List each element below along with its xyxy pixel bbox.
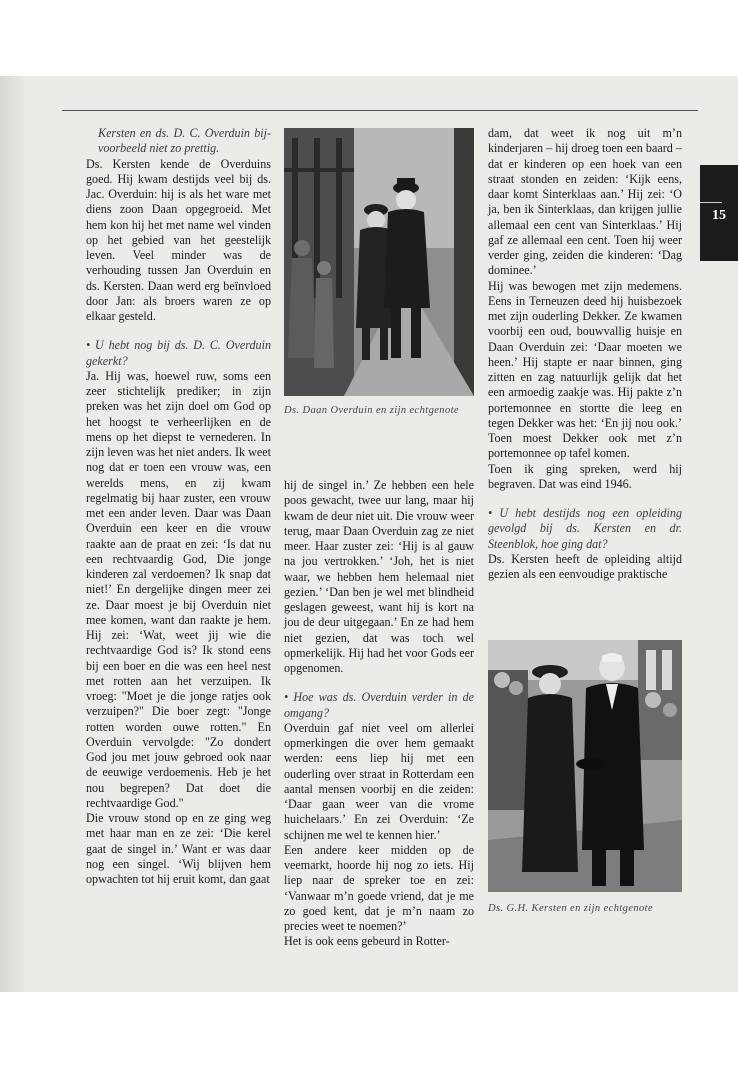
paragraph: Toen ik ging spreken, werd hij begraven. Dat was eind 1946.: [488, 461, 682, 491]
paragraph: Ds. Kersten heeft de opleiding altijd gezien als een eenvoudige praktische: [488, 551, 682, 581]
photo-caption: Ds. G.H. Kersten en zijn echtgenote: [488, 903, 654, 914]
paragraph: Overduin gaf niet veel om allerlei opmerkingen die over hem gemaakt werden: eens liep hij met een ouderling over straat in Rotterdam een aantal mensen voorbij en die zeiden: ‘Daar gaan weer van die vrome huichelaars.’ En zei Overduin: ‘Ze schijnen me wel te kennen hier.’: [284, 720, 474, 842]
photo-illustration: [284, 128, 474, 396]
paragraph: Het is ook eens gebeurd in Rotter-: [284, 934, 450, 949]
text-column-3: [488, 126, 682, 582]
header-rule: [62, 110, 698, 111]
photo-kersten-and-wife: [488, 640, 682, 892]
text-column-1: [86, 126, 271, 887]
interview-question: • U hebt destijds nog een opleiding gevolgd bij ds. Kersten en dr. Steenblok, hoe ging dat?: [488, 506, 682, 551]
page-number: 15: [712, 208, 726, 223]
paragraph: Die vrouw stond op en ze ging weg met haar man en ze zei: ‘Die kerel gaat de singel in.’ Want er was daar nog een singel. ‘Wij blijven hem opwachten tot hij eruit komt, dan gaat: [86, 811, 271, 886]
text-column-2: [284, 478, 474, 950]
paragraph: Een andere keer midden op de veemarkt, hoorde hij nog zo iets. Hij liep naar de spreker toe en zei: ‘Vanwaar m’n goede vriend, dat je me zo goed kent, dat je m’n naam zo precies weet te noemen?’: [284, 842, 474, 933]
page-tab-divider: [700, 202, 722, 203]
paragraph: dam, dat weet ik nog uit m’n kinderjaren – hij droeg toen een baard – dat er kinderen op een hoek van een straat stonden en zeiden: ‘Kijk eens, daar komt Sinterklaas aan.’ Hij zei: ‘O ja, ben ik Sinterklaas, dan krijgen jullie allemaal een cent van Sinterklaas.’ Hij gaf ze allemaal een cent. Toen hij weer verder ging, zeiden die kinderen: ‘Dag dominee.’: [488, 126, 682, 278]
paragraph: Ds. Kersten kende de Overduins goed. Hij kwam destijds veel bij ds. Jac. Overduin: hij is als het ware met diens zoon Daan opgegroeid. Met hem kon hij het met name wel vinden op het gebied van het geestelijk leven. Veel minder was de verhouding tussen Jan Overduin en ds. Kersten. Daan werd erg beïnvloed door Jan: als broers waren ze op elkaar gesteld.: [86, 156, 271, 323]
interview-question: • U hebt nog bij ds. D. C. Overduin gekerkt?: [86, 338, 271, 368]
paragraph: Hij was bewogen met zijn medemens. Eens in Terneuzen deed hij huisbezoek met zijn ouderling Dekker. Ze kwamen voorbij een oud, bouwvallig huisje en Daan Overduin zei: ‘Daar moeten we heen.’ Hij stapte er naar binnen, ging zitten en zag natuurlijk gelijk dat het een armoedig zaakje was. Hij pakte z’n portemonnee en stortte die leeg en tegen Dekker was het: ‘En jij nou ook.’ Toen moest Dekker ook met z’n portemonnee op tafel komen.: [488, 278, 682, 461]
paragraph: hij de singel in.’ Ze hebben een hele poos gewacht, twee uur lang, maar hij kwam de deur niet uit. Die vrouw weer terug, maar Daan Overduin zag ze niet meer. Haar zuster zei: ‘Hij is al gauw na jou vertrokken.’ ‘Joh, het is niet waar, we hebben hem helemaal niet gezien.’ ‘Dan ben je wel met blindheid geslagen geweest, want hij is kort na jou de deur uitgegaan.’ En ze had hem niet gezien, dat was toch wel opmerkelijk. Hij had het voor Gods eer opgenomen.: [284, 478, 474, 675]
photo-illustration: [488, 640, 682, 892]
photo-caption: Ds. Daan Overduin en zijn echtgenote: [284, 405, 459, 416]
photo-daan-overduin-and-wife: [284, 128, 474, 396]
paragraph: Ja. Hij was, hoewel ruw, soms een zeer stichtelijk prediker; in zijn preken was het zijn doel om God op het hoogst te verheerlijken en de mens op het diepst te vernederen. In zijn leven was het niet anders. Ik weet nog dat er toen een vrouw was, een werelds mens, en zij kwam regelmatig bij haar zuster, een vrouw met een ander leven. Daar was Daan Overduin een keer en die vrouw raakte aan de praat en zei: ‘Is dat nu een rechtvaardig God, Die jonge kinderen zal verdoemen? Ik snap dat niet!’ En dergelijke dingen meer zei ze. Daar moest je bij Overduin niet mee komen, want dan raakte je hem. Hij zei: ‘Wat, weet jij wie die rechtvaardige God is? Ik stond eens bij een boer en die was een heel nest met rotten aan het verzuipen. Ik vroeg: "Moet je die jonge ratjes ook verzuipen?" Die boer zegt: "Jonge rotten worden ouwe rotten." En Overduin vervolgde: "Zo dondert God jou met jouw gebroed ook naar de eeuwige verdoemenis. Heb je het nou begrepen? Dat doet die rechtvaardige God.": [86, 368, 271, 810]
interview-question: • Hoe was ds. Overduin verder in de omgang?: [284, 690, 474, 720]
book-spine-shadow: [0, 76, 24, 992]
interview-question-continued: Kersten en ds. D. C. Overduin bij-voorbeeld niet zo prettig.: [98, 126, 271, 156]
